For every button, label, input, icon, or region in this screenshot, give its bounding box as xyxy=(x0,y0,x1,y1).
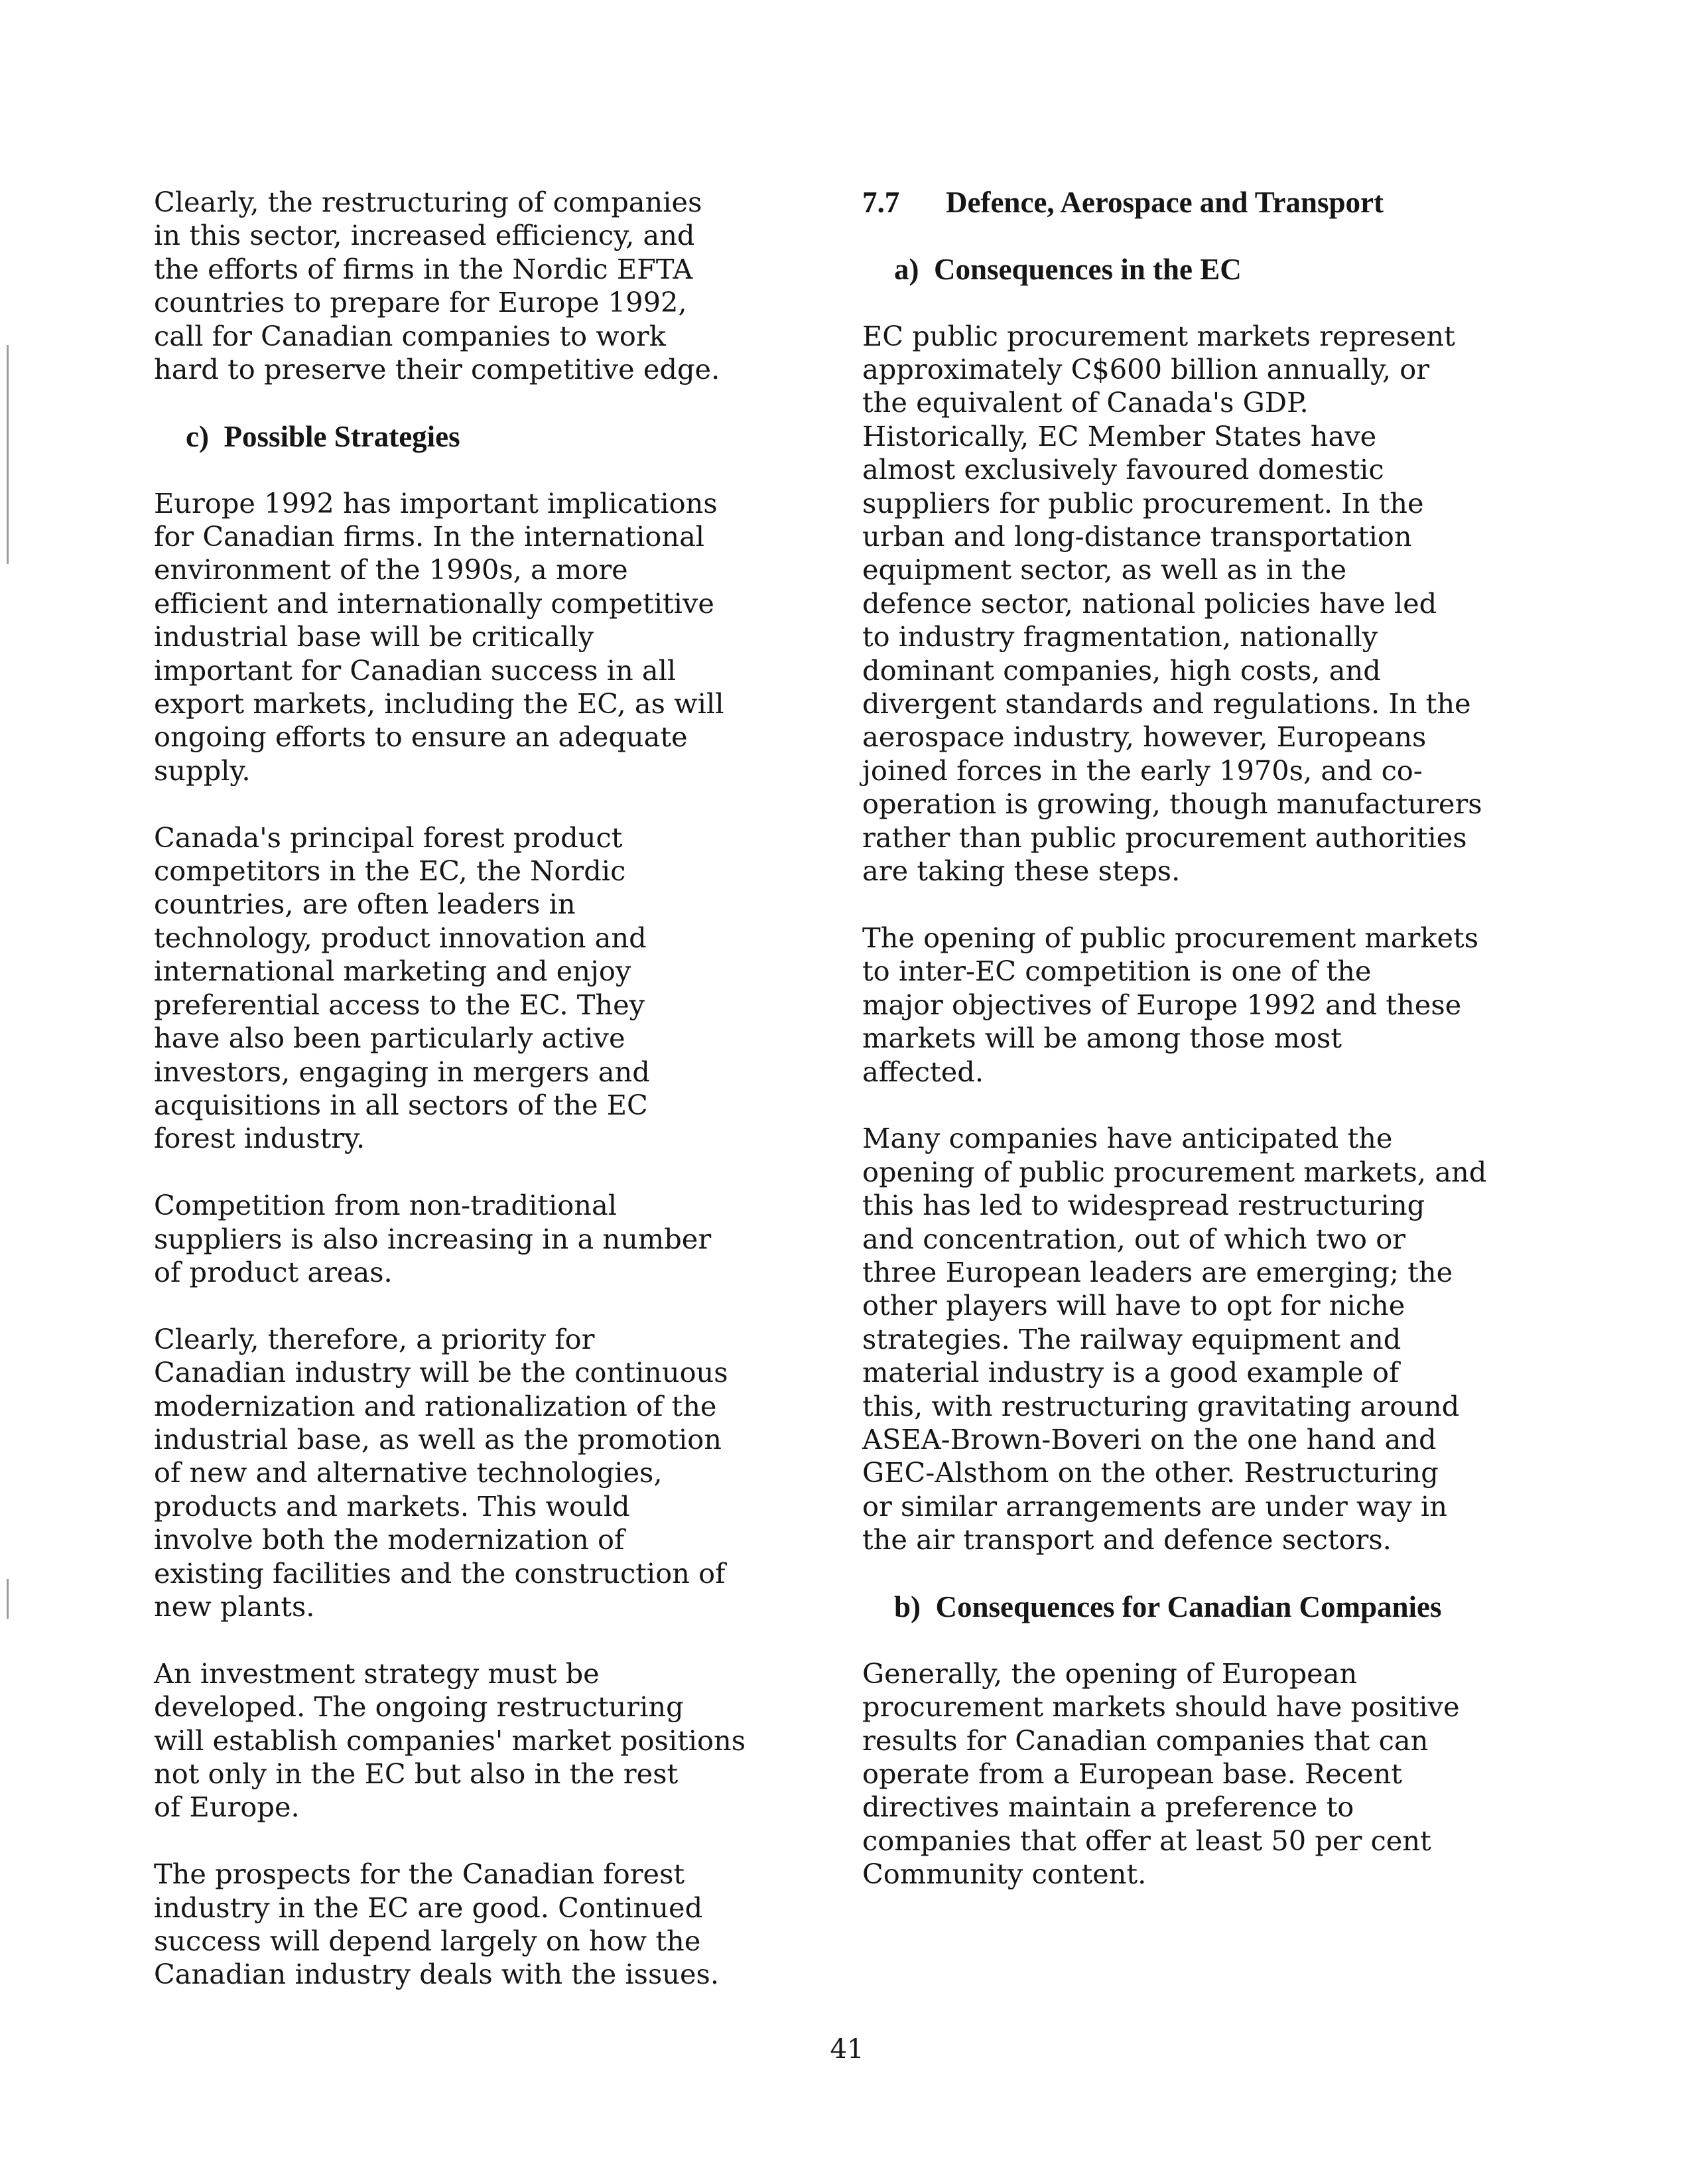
right-column xyxy=(862,186,1559,1925)
subsection-heading-possible-strategies: c) Possible Strategies xyxy=(186,419,460,453)
scan-edge-mark xyxy=(7,345,9,564)
paragraph: The prospects for the Canadian forest industry in the EC are good. Continued success will depend largely on how the Canadian industry deals with the issues. xyxy=(154,1858,720,1991)
subsection-heading-consequences-canadian: b) Consequences for Canadian Companies xyxy=(894,1590,1442,1623)
subsection-heading-consequences-ec: a) Consequences in the EC xyxy=(894,252,1242,286)
section-heading xyxy=(862,186,1559,219)
paragraph: Clearly, the restructuring of companies in this sector, increased efficiency, and the efforts of firms in the Nordic EFTA countries to prepare for Europe 1992, call for Canadian companies to work hard to preserve their competitive edge. xyxy=(154,186,720,386)
left-column xyxy=(154,186,837,2025)
paragraph: Many companies have anticipated the opening of public procurement markets, and this has led to widespread restructuring and concentration, out of which two or three European leaders are emerging; the other players will have to opt for niche strategies. The railway equipment and material industry is a good example of this, with restructuring gravitating around ASEA-Brown-Boveri on the one hand and GEC-Alsthom on the other. Restructuring or similar arrangements are under way in the air transport and defence sectors. xyxy=(862,1122,1487,1556)
paragraph: The opening of public procurement markets to inter-EC competition is one of the major objectives of Europe 1992 and these markets will be among those most affected. xyxy=(862,921,1479,1088)
paragraph: An investment strategy must be developed. The ongoing restructuring will establish companies' market positions not only in the EC but also in the rest of Europe. xyxy=(154,1657,746,1824)
section-title: Defence, Aerospace and Transport xyxy=(946,186,1384,219)
paragraph: Competition from non-traditional suppliers is also increasing in a number of product areas. xyxy=(154,1189,712,1288)
paragraph: Clearly, therefore, a priority for Canadian industry will be the continuous modernization and rationalization of the industrial base, as well as the promotion of new and alternative technologies, products and markets. This would involve both the modernization of existing facilities and the construction of new plants. xyxy=(154,1322,728,1623)
paragraph: Canada's principal forest product competitors in the EC, the Nordic countries, are often leaders in technology, product innovation and international marketing and enjoy preferential access to the EC. They have also been particularly active investors, engaging in mergers and acquisitions in all sectors of the EC forest industry. xyxy=(154,821,650,1155)
paragraph: Generally, the opening of European procurement markets should have positive results for Canadian companies that can operate from a European base. Recent directives maintain a preference to companies that offer at least 50 per cent Community content. xyxy=(862,1657,1460,1891)
paragraph: EC public procurement markets represent approximately C$600 billion annually, or the equivalent of Canada's GDP. Historically, EC Member States have almost exclusively favoured domestic suppliers for public procurement. In the urban and long-distance transportation equipment sector, as well as in the defence sector, national policies have led to industry fragmentation, nationally dominant companies, high costs, and divergent standards and regulations. In the aerospace industry, however, Europeans joined forces in the early 1970s, and co- operation is growing, though manufacturers rather than public procurement authorities are taking these steps. xyxy=(862,319,1482,888)
page-number: 41 xyxy=(830,2034,864,2065)
paragraph: Europe 1992 has important implications for Canadian firms. In the international environment of the 1990s, a more efficient and internationally competitive industrial base will be critically important for Canadian success in all export markets, including the EC, as will ongoing efforts to ensure an adequate supply. xyxy=(154,486,724,787)
scan-edge-mark xyxy=(7,1579,9,1619)
section-number: 7.7 xyxy=(862,186,900,219)
